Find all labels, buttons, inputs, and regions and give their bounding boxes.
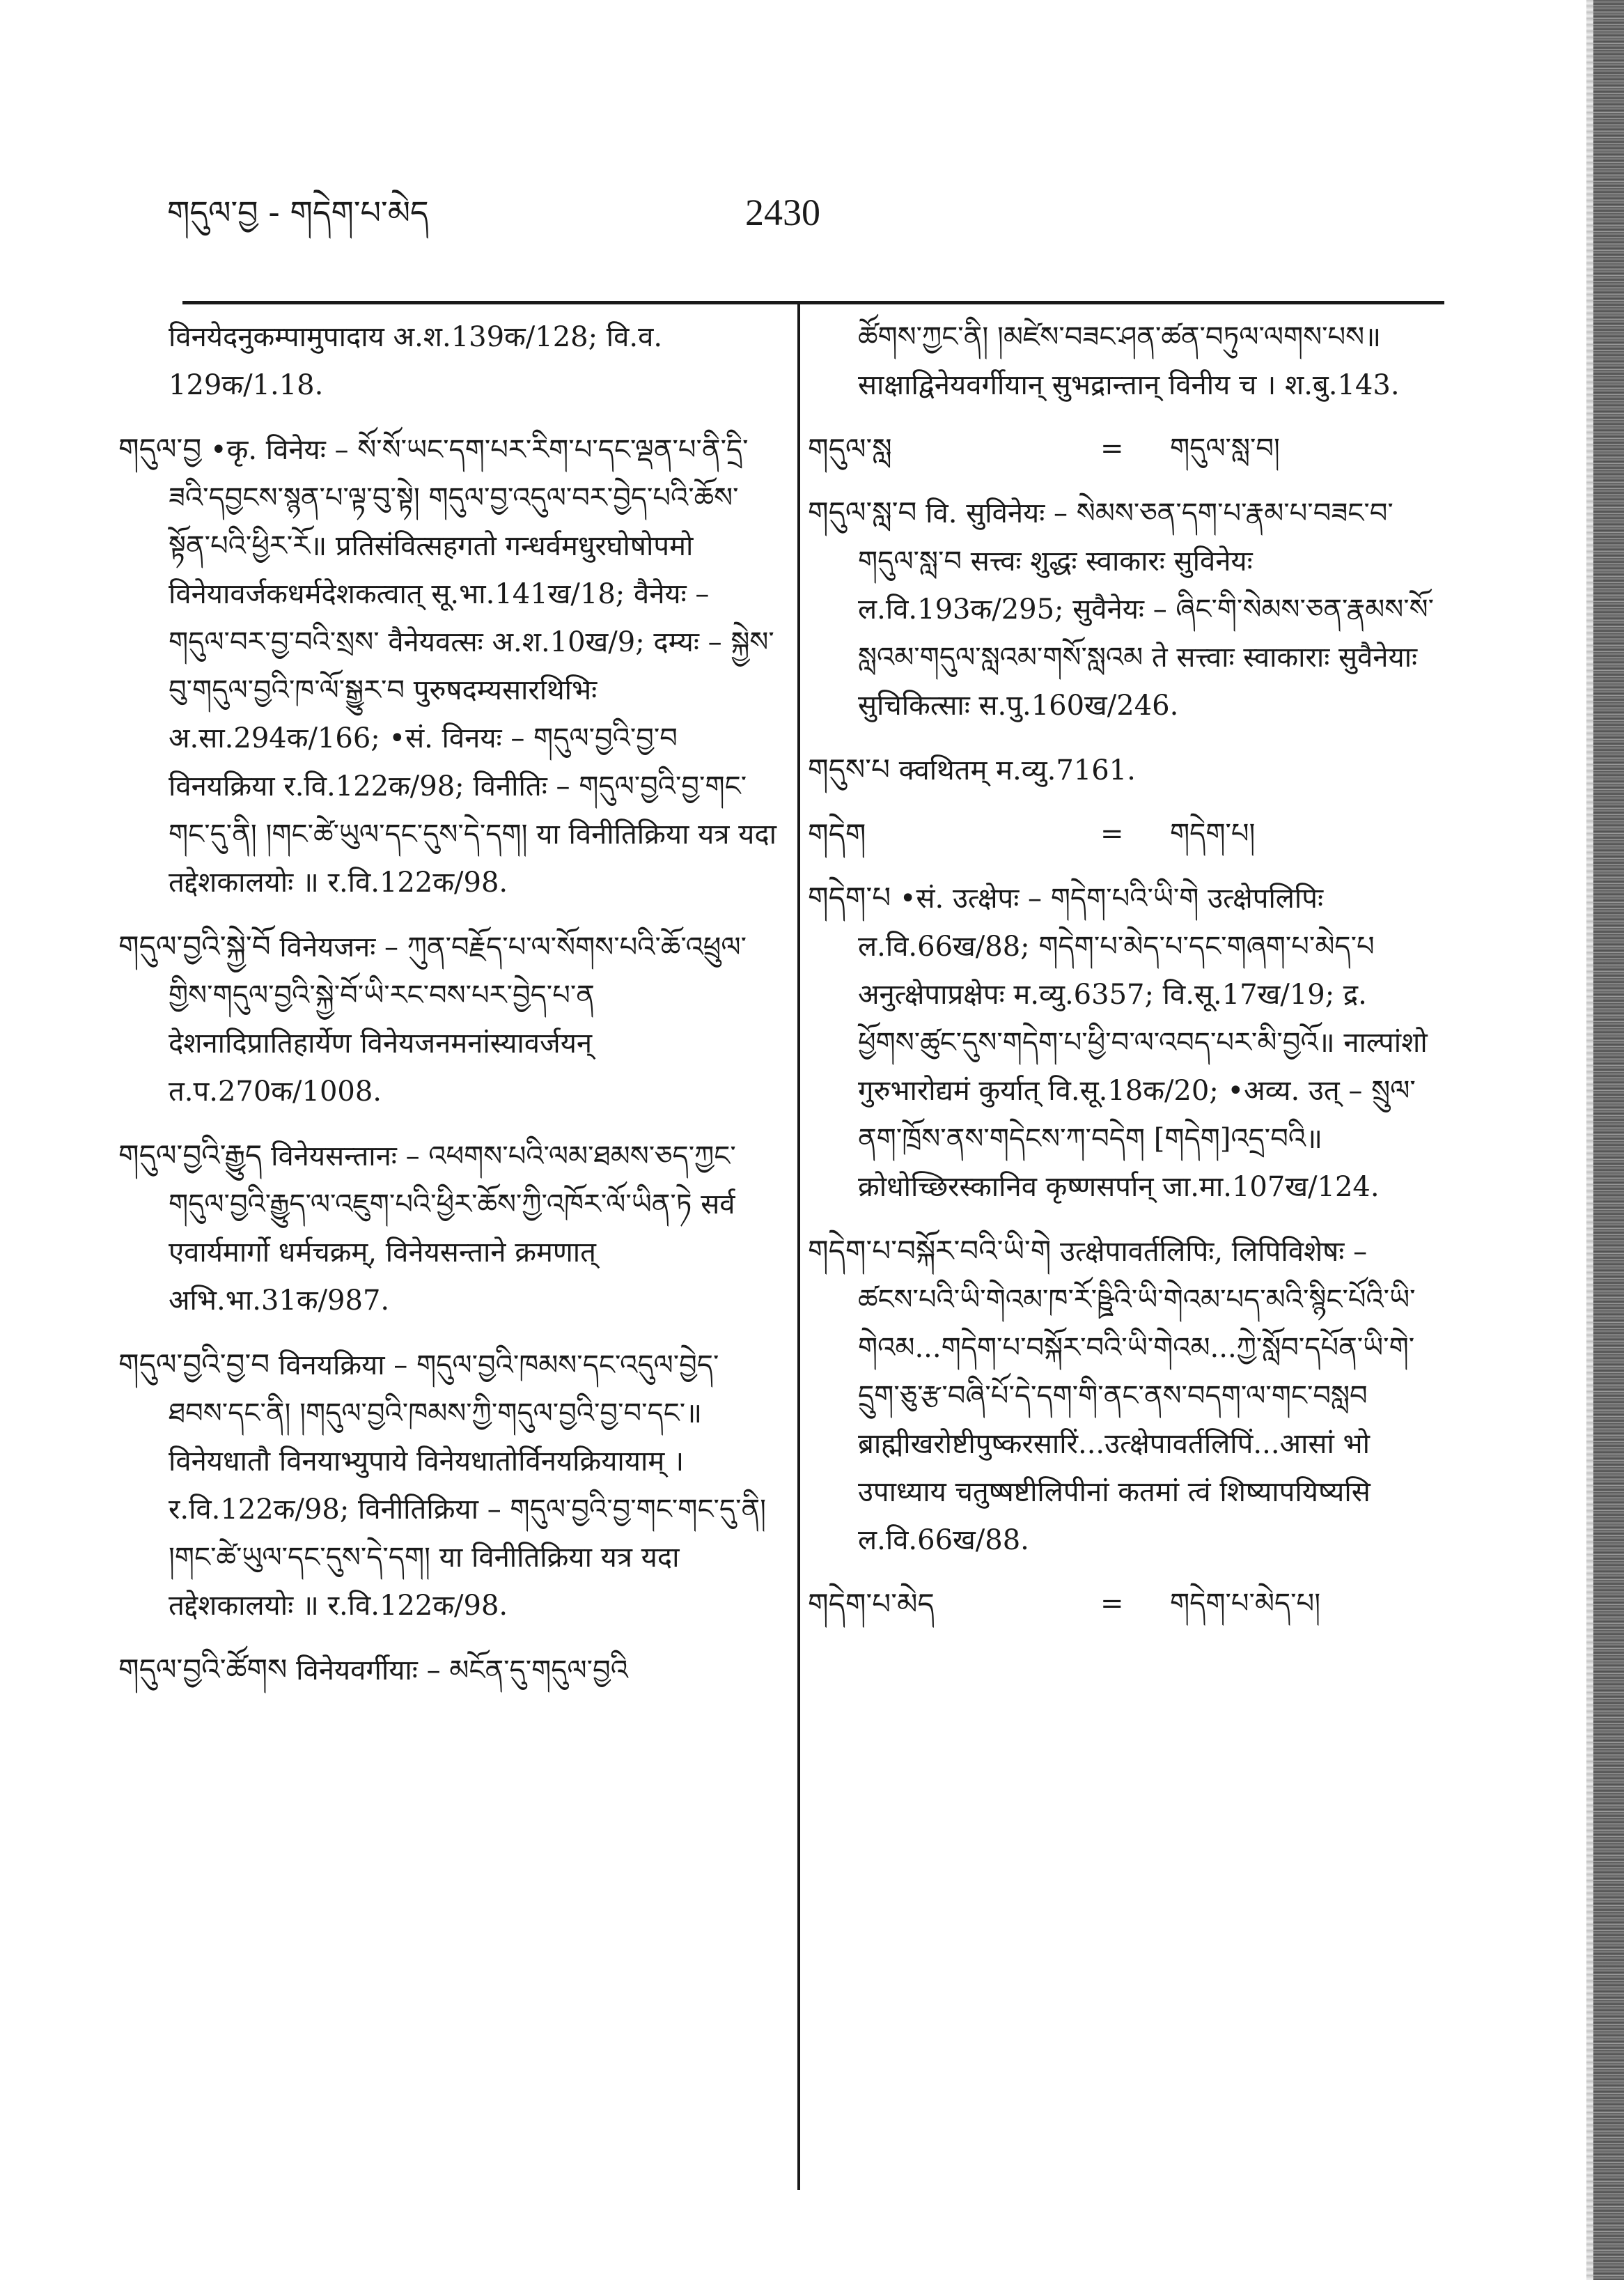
cross-reference-entry xyxy=(808,1580,1435,1628)
right-column xyxy=(808,313,1435,1643)
equals-sign: = xyxy=(1100,818,1124,850)
definition-text: विनयक्रिया – གདུལ་བྱའི་ཁམས་དང་འདུལ་བྱེད་ཐབས་དང་ནི། །གདུལ་བྱའི་ཁམས་ཀྱི་གདུལ་བྱའི་བྱ་བ་དང་॥ विनेयधातौ विनयाभ्युपाये विनेयधातोर्विनयक्रियायाम् । र.वि.122क/98; विनीतिक्रिया – གདུལ་བྱའི་བྱ་གང་གང་དུ་ནི། །གང་ཚེ་ཡུལ་དང་དུས་དེ་དག། या विनीतिक्रिया यत्र यदा तद्देशकालयोः ॥ र.वि.122क/98. xyxy=(169,1349,767,1622)
headword: གདུལ་བྱའི་བྱ་བ xyxy=(118,1347,270,1381)
header-rule xyxy=(182,301,1444,304)
definition-text: •सं. उत्क्षेपः – གདེག་པའི་ཡི་གེ उत्क्षेपलिपिः ल.वि.66ख/88; གདེག་པ་མེད་པ་དང་གཞག་པ་མེད་པ अनुत्क्षेपाप्रक्षेपः म.व्यु.6357; वि.सू.17ख/19; द्र. ཕྱོགས་ཚུང་དུས་གདེག་པ་ཕྱི་བ་ལ་འབད་པར་མི་བྱའོ॥ नाल्पांशो गुरुभारोद्यमं कुर्यात् वि.सू.18क/20; •अव्य. उत् – སྲུལ་ནག་ཁྲོས་ནས་གདེངས་ཀ་བདེག [གདེག]འདྲ་བའི॥ क्रोधोच्छिरस्कानिव कृष्णसर्पान् जा.मा.107ख/124. xyxy=(858,883,1428,1203)
scan-edge-shadow xyxy=(1586,0,1593,2280)
headword: གདུལ་བྱའི་རྒྱུད xyxy=(118,1138,263,1172)
dictionary-entry xyxy=(118,1340,776,1630)
dictionary-entry xyxy=(808,745,1435,795)
dictionary-entry xyxy=(118,922,776,1116)
dictionary-entry xyxy=(808,1227,1435,1565)
equals-sign: = xyxy=(1100,1588,1124,1620)
column-divider xyxy=(797,304,800,2190)
cross-reference-entry xyxy=(808,810,1435,858)
left-column xyxy=(118,313,776,1710)
headword: གདུས་པ xyxy=(808,752,890,786)
page-number: 2430 xyxy=(745,192,820,233)
running-head: གདུལ་བྱ - གདེག་པ་མེད xyxy=(167,194,429,231)
page-header xyxy=(167,188,1449,251)
dictionary-entry xyxy=(808,874,1435,1211)
definition-text: क्वथितम् म.व्यु.7161. xyxy=(898,754,1136,786)
equals-sign: = xyxy=(1100,433,1124,465)
definition-text: विनेयजनः – ཀུན་བརྗོད་པ་ལ་སོགས་པའི་ཆོ་འཕྲུལ་གྱིས་གདུལ་བྱའི་སྐྱེ་བོ་ཡི་རང་བས་པར་བྱེད་པ་ན देशनादिप्रातिहार्येण विनेयजनमनांस्यावर्जयन् त.प.270क/1008. xyxy=(169,931,747,1108)
dictionary-entry xyxy=(118,1131,776,1325)
headword: གདུལ་བྱའི་སྐྱེ་བོ xyxy=(118,929,271,963)
headword: གདེག xyxy=(808,817,866,851)
definition-text: उत्क्षेपावर्तलिपिः, लिपिविशेषः – ཚངས་པའི་ཡི་གེའམ་ཁ་རོ་ཥྛིའི་ཡི་གེའམ་པད་མའི་སྙིང་པོའི་ཡི་གེའམ...གདེག་པ་བསྐོར་བའི་ཡི་གེའམ...ཀྱེ་སློབ་དཔོན་ཡི་གེ་དྲུག་ཅུ་རྩ་བཞི་པོ་དེ་དག་གི་ནང་ནས་བདག་ལ་གང་བསླབ ब्राह्मीखरोष्टीपुष्करसारिं...उत्क्षेपावर्तलिपिं...आसां भो उपाध्याय चतुष्षष्टीलिपीनां कतमां त्वं शिष्यापयिष्यसि ल.वि.66ख/88. xyxy=(858,1236,1416,1556)
headword: གདུལ་སླ་བ xyxy=(808,495,917,529)
cross-reference-target: གདེག་པ་མེད་པ། xyxy=(1170,1588,1321,1620)
headword: གདུལ་བྱ xyxy=(118,432,202,466)
cross-reference-target: གདུལ་སླ་བ། xyxy=(1170,433,1280,465)
definition-text: •कृ. विनेयः – སོ་སོ་ཡང་དག་པར་རིག་པ་དང་ལྡན་པ་ནི་དྲི་ཟའི་དབྱངས་སྙན་པ་ལྟ་བུ་སྟེ། གདུལ་བྱ་འདུལ་བར་བྱེད་པའི་ཆོས་སྟོན་པའི་ཕྱིར་རོ॥ प्रतिसंवित्सहगतो गन्धर्वमधुरघोषोपमो विनेयावर्जकधर्मदेशकत्वात् सू.भा.141ख/18; वैनेयः – གདུལ་བར་བྱ་བའི་སྲས་ वैनेयवत्सः अ.श.10ख/9; दम्यः – སྐྱེས་བུ་གདུལ་བྱའི་ཁ་ལོ་སྒྱུར་བ पुरुषदम्यसारथिभिः अ.सा.294क/166; •सं. विनयः – གདུལ་བྱའི་བྱ་བ विनयक्रिया र.वि.122क/98; विनीतिः – གདུལ་བྱའི་བྱ་གང་གང་དུ་ནི། །གང་ཚེ་ཡུལ་དང་དུས་དེ་དག། या विनीतिक्रिया यत्र यदा तद्देशकालयोः ॥ र.वि.122क/98. xyxy=(169,434,776,899)
headword: གདེག་པ་མེད xyxy=(808,1587,935,1621)
headword: གདེག་པ་བསྐོར་བའི་ཡི་གེ xyxy=(808,1234,1052,1268)
headword: གདུལ་བྱའི་ཚོགས xyxy=(118,1652,288,1686)
dictionary-entry xyxy=(808,488,1435,730)
entry-continuation: विनयेदनुकम्पामुपादाय अ.श.139क/128; वि.व. 129क/1.18. xyxy=(169,321,663,401)
scan-edge xyxy=(1593,0,1624,2280)
headword: གདུལ་སླ xyxy=(808,432,892,466)
entry-continuation: ཚོགས་ཀྱང་ནི། །མཛེས་བཟང་ཤན་ཚན་བཏུལ་ལགས་པས॥ साक्षाद्विनेयवर्गीयान् सुभद्रान्तान् विनीय च । श.बु.143. xyxy=(858,321,1400,401)
definition-text: विनेयवर्गीयाः – མངོན་དུ་གདུལ་བྱའི xyxy=(296,1654,628,1686)
definition-text: विनेयसन्तानः – འཕགས་པའི་ལམ་ཐམས་ཅད་ཀྱང་གདུལ་བྱའི་རྒྱུད་ལ་འཇུག་པའི་ཕྱིར་ཆོས་ཀྱི་འཁོར་ལོ་ཡིན་ཏེ सर्व एवार्यमार्गो धर्मचक्रम्, विनेयसन्ताने क्रमणात् अभि.भा.31क/987. xyxy=(169,1140,736,1317)
dictionary-entry xyxy=(118,425,776,907)
cross-reference-target: གདེག་པ། xyxy=(1170,818,1256,850)
definition-text: वि. सुविनेयः – སེམས་ཅན་དག་པ་རྣམ་པ་བཟང་བ་གདུལ་སླ་བ सत्त्वः शुद्धः स्वाकारः सुविनेयः ल.वि.193क/295; सुवैनेयः – ཞིང་གི་སེམས་ཅན་རྣམས་སོ་སླའམ་གདུལ་སླའམ་གསོ་སླའམ ते सत्त्वाः स्वाकाराः सुवैनेयाः सुचिकित्साः स.पु.160ख/246. xyxy=(858,497,1435,722)
dictionary-entry xyxy=(118,1645,776,1695)
cross-reference-entry xyxy=(808,425,1435,473)
headword: གདེག་པ xyxy=(808,881,891,915)
